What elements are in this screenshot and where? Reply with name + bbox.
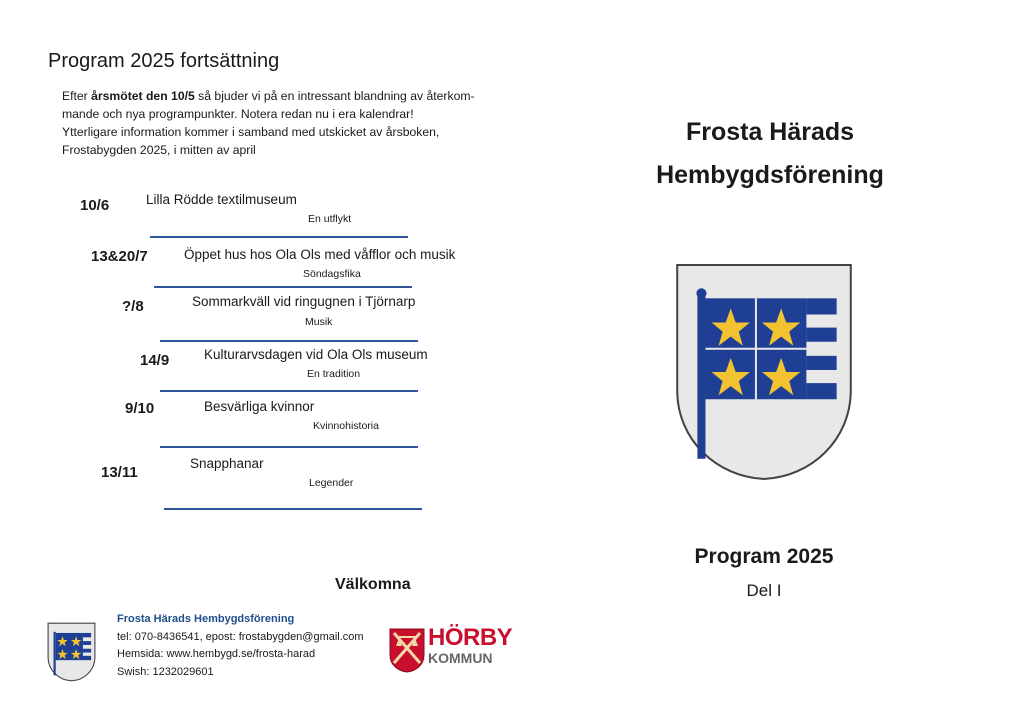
annual-meeting-bold: årsmötet den 10/5 [91,89,195,103]
intro-text: Efter årsmötet den 10/5 så bjuder vi på en intressant blandning av återkom- mande och nya programpunkter. Notera redan nu i era kalendrar! Ytterligare information kommer i samband med utskicket av årsboken, Frostabygden 2025, i mitten av april [62,89,475,157]
horby-shield-icon [388,627,426,673]
horby-logo-line2: KOMMUN [428,650,493,666]
program-part: Del I [746,581,782,600]
footer-swish: Swish: 1232029601 [117,665,214,678]
event-title: Besvärliga kvinnor [204,399,315,414]
event-subtitle: En tradition [307,368,361,380]
event-subtitle: En utflykt [308,213,352,225]
event-divider [150,236,408,238]
org-title-line2: Hembygdsförening [656,161,884,189]
event-title: Öppet hus hos Ola Ols med våfflor och musik [184,247,456,262]
small-coat-of-arms-icon [47,622,96,682]
event-divider [164,508,422,510]
event-date: 13&20/7 [91,248,148,265]
org-title-line1: Frosta Härads [685,118,855,146]
event-title: Sommarkväll vid ringugnen i Tjörnarp [192,294,416,309]
event-divider [160,340,418,342]
event-divider [160,446,418,448]
event-date: 14/9 [140,352,170,369]
welcome-text: Välkomna [335,576,411,593]
horby-logo-line1: HÖRBY [428,624,513,651]
program-continuation-title: Program 2025 fortsättning [48,50,280,72]
event-title: Lilla Rödde textilmuseum [146,192,297,207]
event-divider [154,286,412,288]
event-date: 10/6 [80,197,110,214]
event-title: Kulturarvsdagen vid Ola Ols museum [204,347,428,362]
contact-footer [117,611,364,681]
event-subtitle: Musik [305,316,333,328]
event-date: 13/11 [101,464,138,481]
coat-of-arms-icon [672,261,856,483]
footer-phone-email: tel: 070-8436541, epost: frostabygden@gmail.com [117,630,364,643]
footer-org-name: Frosta Härads Hembygdsförening [117,613,295,625]
event-subtitle: Söndagsfika [303,268,361,280]
event-title: Snapphanar [190,456,264,471]
event-date: 9/10 [125,400,155,417]
event-divider [160,390,418,392]
footer-website: Hemsida: www.hembygd.se/frosta-harad [117,648,316,660]
program-title: Program 2025 [694,545,834,568]
event-subtitle: Kvinnohistoria [313,420,379,432]
event-date: ?/8 [122,298,144,315]
event-subtitle: Legender [309,477,354,489]
